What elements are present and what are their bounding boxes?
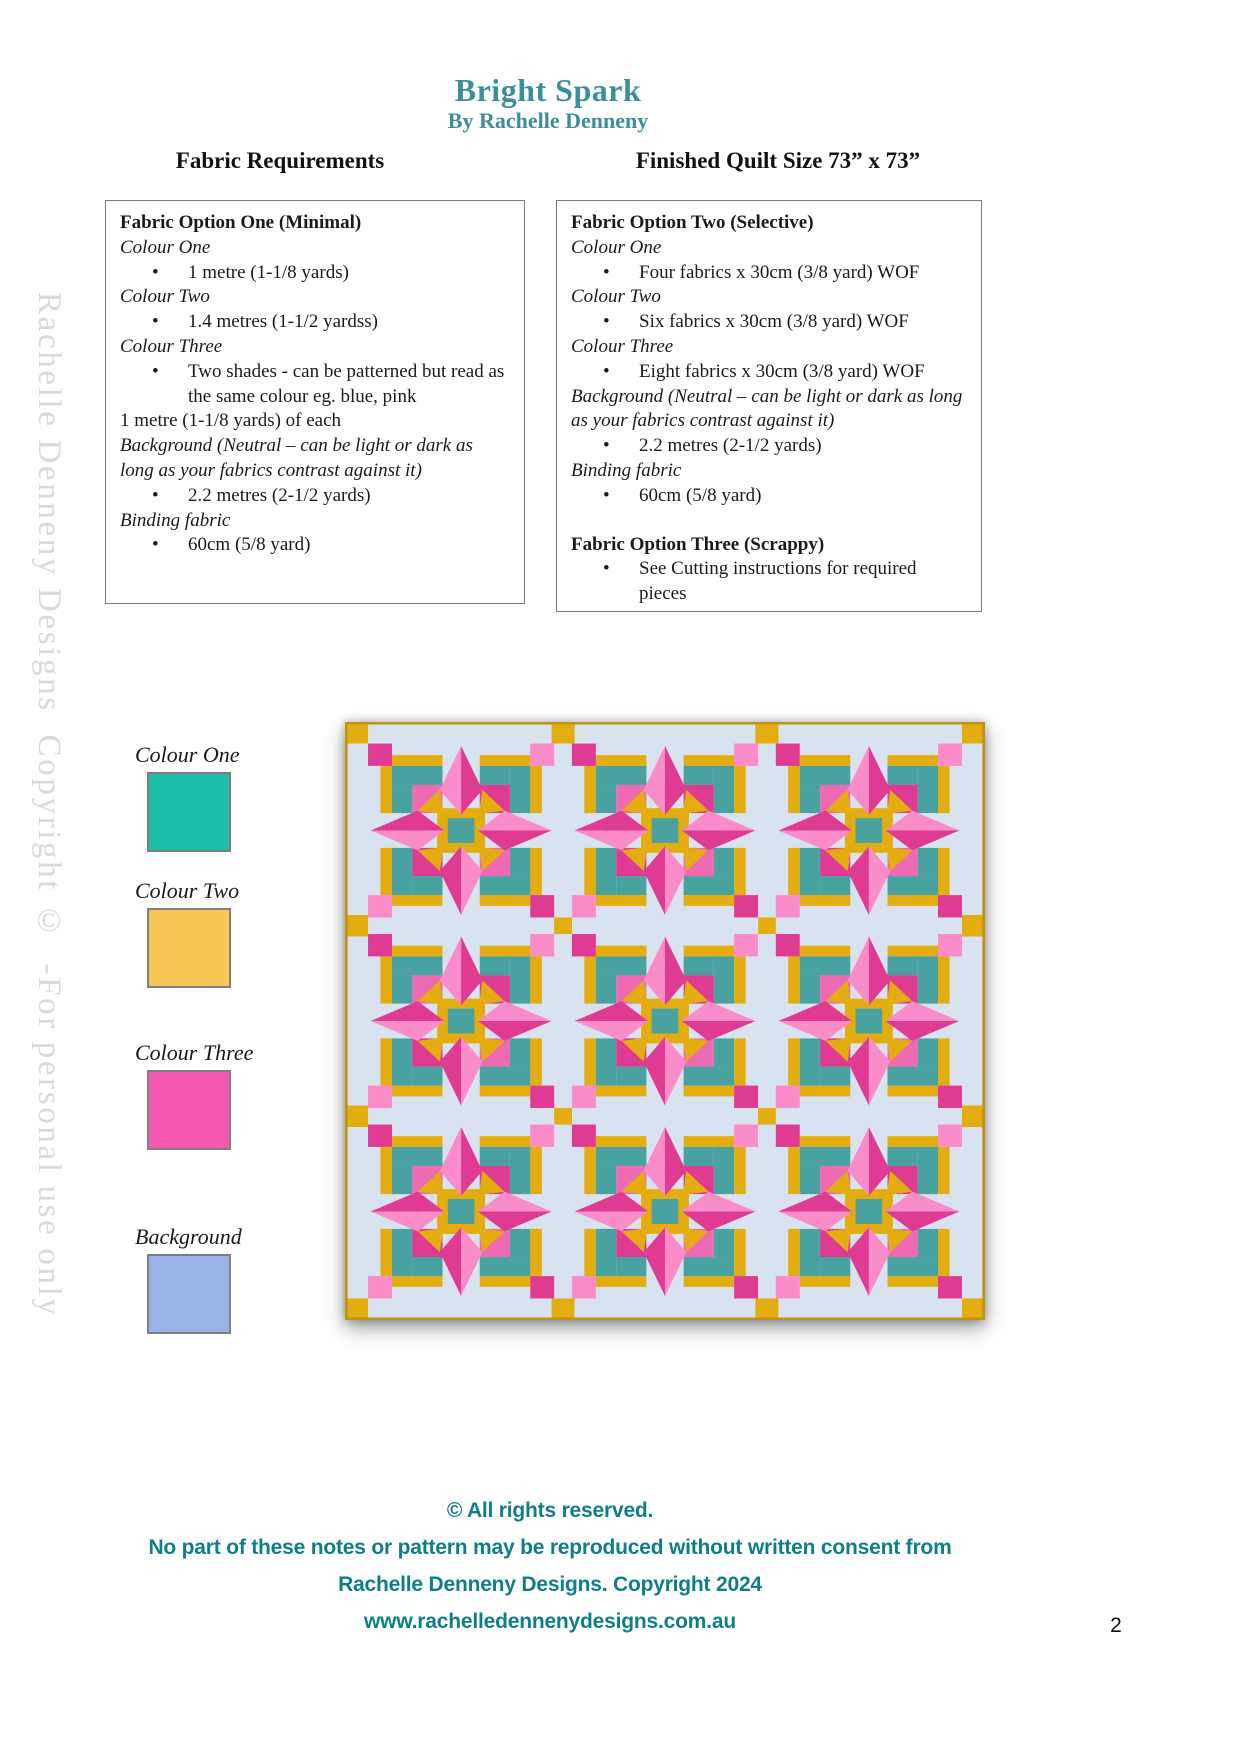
box-line: Fabric Option One (Minimal): [120, 212, 362, 233]
fabric-option-one-box: [105, 200, 525, 604]
legend-label: Colour One: [135, 742, 240, 767]
bullet-glyph: •: [152, 484, 159, 506]
box-line: Fabric Option Two (Selective): [571, 212, 814, 233]
bullet-text: 1 metre (1-1/8 yards): [188, 261, 349, 283]
page-subtitle: By Rachelle Denneny: [447, 108, 649, 133]
bullet-text: 2.2 metres (2-1/2 yards): [188, 484, 371, 506]
box-line: Background (Neutral – can be light or dark as long as your fabrics contrast against it): [571, 385, 963, 432]
background-swatch: [147, 1254, 231, 1334]
bullet-glyph: •: [603, 558, 610, 580]
box-line: [571, 484, 967, 509]
box-line: Colour One: [120, 236, 211, 258]
bullet-text: 60cm (5/8 yard): [188, 534, 311, 556]
footer-line: © All rights reserved.: [446, 1499, 654, 1522]
box-line: Colour One: [571, 236, 662, 258]
quilt-svg: [345, 722, 985, 1320]
colour-three-swatch: [147, 1070, 231, 1150]
box-line: Colour Three: [571, 335, 674, 357]
box-line: [120, 310, 510, 335]
box-line: Background (Neutral – can be light or dark as long as your fabrics contrast against it): [120, 435, 473, 481]
bullet-glyph: •: [603, 360, 610, 382]
bullet-text: Four fabrics x 30cm (3/8 yard) WOF: [639, 261, 920, 283]
bullet-text: 2.2 metres (2-1/2 yards): [639, 435, 822, 457]
fabric-option-two-box: [556, 200, 982, 612]
bullet-glyph: •: [152, 261, 159, 283]
copyright-footer: [70, 1492, 1030, 1640]
box-line: [571, 557, 967, 607]
bullet-text: Eight fabrics x 30cm (3/8 yard) WOF: [639, 360, 925, 382]
page-number: 2: [1110, 1614, 1122, 1637]
footer-line: www.rachelledennenydesigns.com.au: [364, 1610, 736, 1633]
box-line: [571, 509, 967, 533]
box-line: [571, 310, 967, 335]
box-line: [120, 261, 510, 286]
page-title: Bright Spark: [454, 72, 642, 108]
bullet-glyph: •: [152, 360, 159, 382]
box-line: [120, 484, 510, 509]
bullet-glyph: •: [603, 484, 610, 506]
bullet-text: Two shades - can be patterned but read as the same colour eg. blue, pink: [188, 360, 505, 407]
bullet-glyph: •: [152, 311, 159, 333]
heading-fabric-requirements: Fabric Requirements: [175, 148, 385, 173]
box-line: 1 metre (1-1/8 yards) of each: [120, 410, 342, 432]
watermark-text: Rachelle Denneny Designs Copyright © -For personal use only: [31, 292, 67, 1318]
bullet-text: See Cutting instructions for required pieces: [639, 558, 917, 605]
bullet-text: 60cm (5/8 yard): [639, 484, 762, 506]
box-line: Fabric Option Three (Scrappy): [571, 533, 825, 555]
box-line: Colour Two: [120, 286, 210, 308]
box-line: [571, 360, 967, 385]
bullet-glyph: •: [152, 534, 159, 556]
legend-label: Colour Three: [135, 1040, 254, 1065]
box-line: [571, 434, 967, 459]
box-line: [120, 533, 510, 558]
box-line: Binding fabric: [571, 459, 682, 481]
colour-two-swatch: [147, 908, 231, 988]
colour-one-swatch: [147, 772, 231, 852]
legend-label: Colour Two: [135, 878, 240, 903]
bullet-glyph: •: [603, 435, 610, 457]
heading-finished-quilt-size: Finished Quilt Size 73” x 73”: [635, 148, 921, 173]
box-line: [120, 360, 510, 410]
bullet-text: 1.4 metres (1-1/2 yardss): [188, 311, 378, 333]
legend-label: Background: [135, 1224, 242, 1249]
box-line: [571, 261, 967, 286]
box-line: Binding fabric: [120, 509, 231, 531]
bullet-glyph: •: [603, 311, 610, 333]
bullet-text: Six fabrics x 30cm (3/8 yard) WOF: [639, 311, 909, 333]
box-line: Colour Two: [571, 286, 661, 308]
footer-line: Rachelle Denneny Designs. Copyright 2024: [338, 1573, 762, 1596]
box-line: Colour Three: [120, 335, 223, 357]
bullet-glyph: •: [603, 261, 610, 283]
quilt-preview-image: [345, 722, 985, 1320]
footer-line: No part of these notes or pattern may be reproduced without written consent from: [148, 1536, 952, 1559]
